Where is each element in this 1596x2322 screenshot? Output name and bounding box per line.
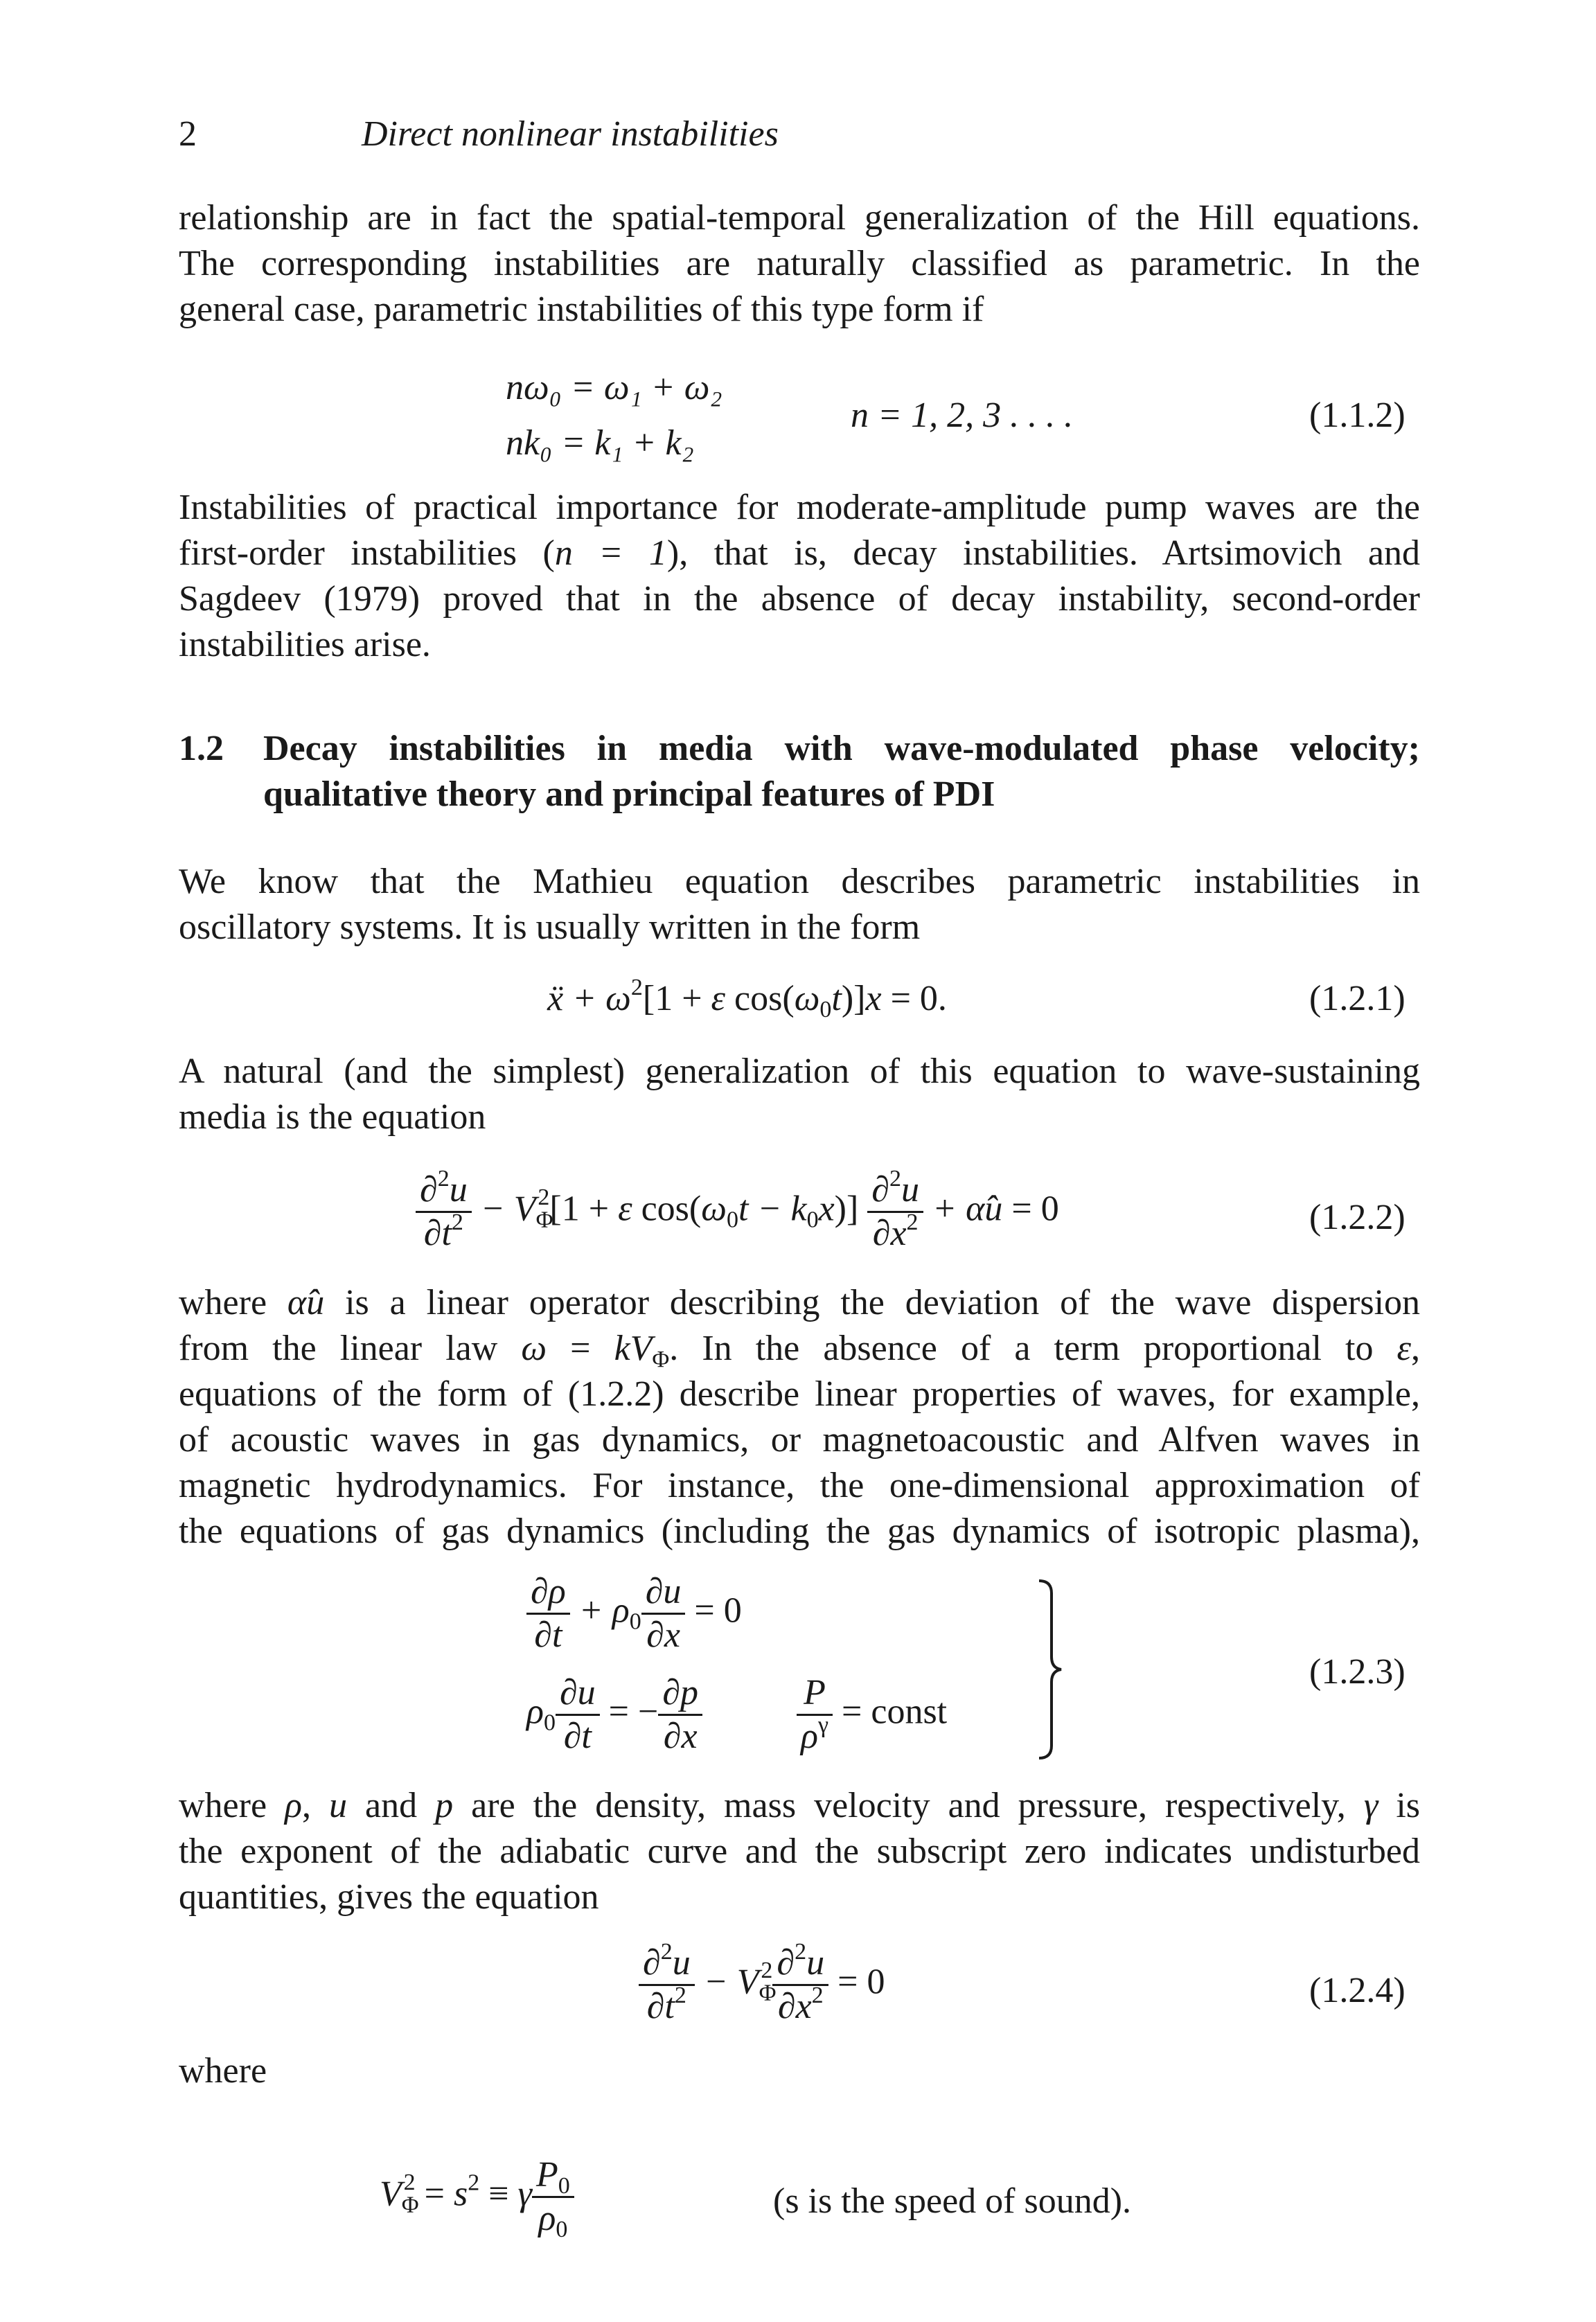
running-title: Direct nonlinear instabilities (362, 114, 779, 154)
equation-number: (1.2.2) (1309, 1198, 1406, 1237)
equation-number: (1.2.1) (1309, 979, 1406, 1018)
where-label: where (179, 2051, 267, 2091)
text-line: quantities, gives the equation (179, 1877, 599, 1917)
paragraph-2 (179, 485, 1420, 668)
right-brace (1036, 1579, 1064, 1760)
text-line: We know that the Mathieu equation describes parametric instabilities in (179, 862, 1420, 901)
equation-1-2-3-line1: $\frac{\partial\rho}{\partial t}$ + $\rho_0$ $\frac{\partial u}{\partial x}$ = 0 (526, 1572, 742, 1655)
text-line: equations of the form of (1.2.2) describe linear properties of waves, for example, (179, 1374, 1420, 1414)
equation-1-2-4: $\frac{\partial^2u}{\partial t^2}$ − $V_\Phi^2$ $\frac{\partial^2u}{\partial x^2}$ = 0 (639, 1944, 885, 2026)
equation-1-1-2-line1 (506, 367, 722, 409)
text-line: instabilities arise. (179, 625, 431, 664)
equation-text: nω₀ = ω₁ + ω₂ (506, 368, 722, 407)
section-title-line1: Decay instabilities in media with wave-modulated phase velocity; (263, 729, 1420, 768)
text-line: Instabilities of practical importance for moderate-amplitude pump waves are the (179, 488, 1420, 527)
equation-number: (1.1.2) (1309, 396, 1406, 435)
text-line: The corresponding instabilities are naturally classified as parametric. In the (179, 244, 1420, 283)
text-line: the equations of gas dynamics (including the gas dynamics of isotropic plasma), (179, 1512, 1420, 1551)
text-line: where α̂u is a linear operator describing the deviation of the wave dispersion (179, 1283, 1421, 1322)
paragraph-6 (179, 1783, 1420, 1920)
equation-number: (1.2.4) (1309, 1971, 1406, 2010)
text-line: A natural (and the simplest) generalization of this equation to wave-sustaining (179, 1052, 1420, 1091)
equation-text: n = 1, 2, 3 . . . . (851, 396, 1074, 435)
equation-1-2-1: ẍ + $\omega^2[1 + \varepsilon$ $\cos(\omega_0t)]x = 0$. (547, 975, 947, 1022)
sound-speed-note: (s is the speed of sound). (773, 2181, 1132, 2221)
paragraph-3 (179, 859, 1420, 950)
equation-1-1-2-line2 (506, 423, 694, 464)
section-number: 1.2 (179, 729, 224, 768)
equation-1-2-2: $\frac{\partial^2u}{\partial t^2}$ − $V_\Phi^2[1 + \varepsilon$ $\cos(\omega_0t - k_0x)$] $\frac{\partial^2u}{\partial x^2}$ + α̂u = 0 (416, 1171, 1059, 1253)
const-label: const (871, 1692, 948, 1732)
text-line: first-order instabilities (n = 1), that is, decay instabilities. Artsimovich and (179, 533, 1421, 573)
equation-1-1-2-condition (851, 395, 1073, 436)
text-line: of acoustic waves in gas dynamics, or magnetoacoustic and Alfven waves in (179, 1420, 1420, 1460)
equation-text: nk₀ = k₁ + k₂ (506, 423, 694, 463)
section-title-line2: qualitative theory and principal features of PDI (263, 774, 995, 814)
text-line: magnetic hydrodynamics. For instance, the one-dimensional approximation of (179, 1466, 1420, 1505)
text-line: where ρ, u and p are the density, mass velocity and pressure, respectively, γ is (179, 1786, 1421, 1825)
text-line: media is the equation (179, 1097, 486, 1137)
text-line: oscillatory systems. It is usually written in the form (179, 907, 921, 947)
text-line: relationship are in fact the spatial-temporal generalization of the Hill equations. (179, 198, 1420, 238)
paragraph-1 (179, 195, 1420, 333)
paragraph-5 (179, 1280, 1420, 1554)
paragraph-4 (179, 1049, 1420, 1140)
equation-number: (1.2.3) (1309, 1652, 1406, 1692)
equation-1-2-3-line2: $\rho_0$ $\frac{\partial u}{\partial t}$ = − $\frac{\partial p}{\partial x}$ $\frac{P}{\rho^\gamma}$ = const (526, 1673, 948, 1756)
text-line: the exponent of the adiabatic curve and the subscript zero indicates undisturbed (179, 1832, 1420, 1871)
text-line: from the linear law $\omega = kV_\Phi$. In the absence of a term proportional to ε, (179, 1329, 1421, 1372)
page-number: 2 (179, 114, 197, 154)
sound-speed-equation: $V_\Phi^2 = s^2 \equiv \gamma$ $\frac{P_0}{\rho_0}$ (380, 2156, 574, 2238)
text-line: general case, parametric instabilities of this type form if (179, 290, 984, 329)
text-line: Sagdeev (1979) proved that in the absence of decay instability, second-order (179, 579, 1420, 619)
